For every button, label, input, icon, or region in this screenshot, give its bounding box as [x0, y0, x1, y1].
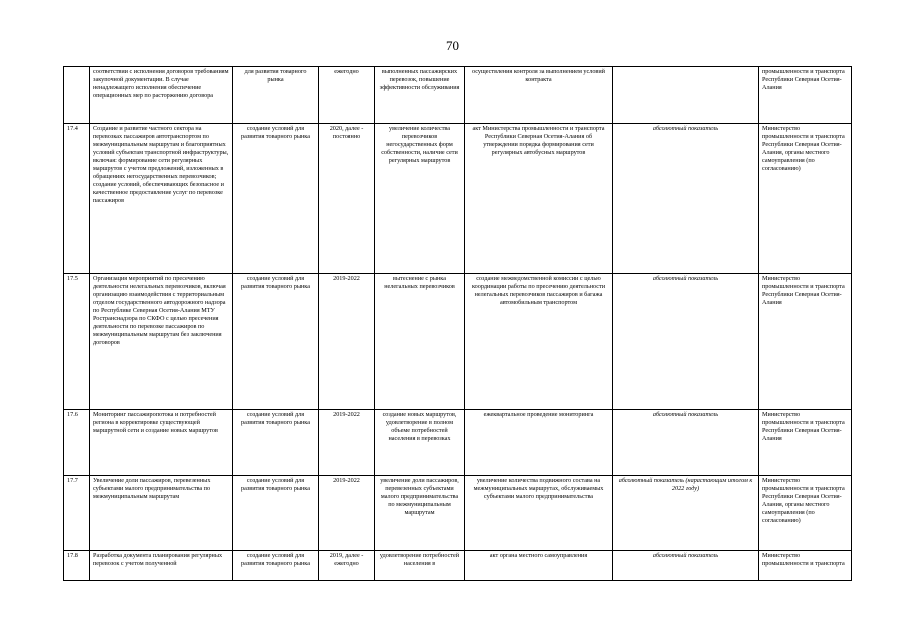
goal-cell: создание условий для развития товарного рынка: [233, 124, 319, 274]
goal-cell: для развития товарного рынка: [233, 67, 319, 124]
document-cell: ежеквартальное проведение мониторинга: [465, 410, 613, 476]
table-row: [64, 410, 852, 476]
goal-cell: создание условий для развития товарного рынка: [233, 410, 319, 476]
indicator-cell: абсолютный показатель: [613, 410, 759, 476]
row-number: [64, 67, 90, 124]
executor-cell: Министерство промышленности и транспорта Республики Северная Осетия-Алания, органы местного самоуправления (по согласованию): [759, 476, 852, 551]
indicator-cell: абсолютный показатель: [613, 274, 759, 410]
indicator-cell: абсолютный показатель: [613, 551, 759, 581]
table-row: [64, 67, 852, 124]
result-cell: удовлетворение потребностей населения в: [375, 551, 465, 581]
indicator-cell: [613, 67, 759, 124]
indicator-cell: абсолютный показатель (нарастающим итогом к 2022 году): [613, 476, 759, 551]
result-cell: выполненных пассажирских перевозок, повышение эффективности обслуживания: [375, 67, 465, 124]
measure-cell: Разработка документа планирования регулярных перевозок с учетом полученной: [90, 551, 233, 581]
row-number: 17.7: [64, 476, 90, 551]
executor-cell: Министерство промышленности и транспорта Республики Северная Осетия-Алания: [759, 410, 852, 476]
table-row: [64, 274, 852, 410]
document-cell: осуществления контроля за выполнением условий контракта: [465, 67, 613, 124]
measure-cell: соответствии с исполнения договоров требованиям закупочной документации. В случае ненадлежащего исполнения обеспечение операционных мер по расторжению договора: [90, 67, 233, 124]
executor-cell: Министерство промышленности и транспорта Республики Северная Осетия-Алания, органы местного самоуправления (по согласованию): [759, 124, 852, 274]
result-cell: создание новых маршрутов, удовлетворение в полном объеме потребностей населения в перевозках: [375, 410, 465, 476]
measures-table: [63, 66, 852, 581]
measure-cell: Мониторинг пассажиропотока и потребностей региона в корректировке существующей маршрутной сети и создание новых маршрутов: [90, 410, 233, 476]
document-cell: акт Министерства промышленности и транспорта Республики Северная Осетия-Алания об утверждении порядка формирования сети регулярных автобусных маршрутов: [465, 124, 613, 274]
term-cell: 2020, далее - постоянно: [319, 124, 375, 274]
term-cell: 2019-2022: [319, 476, 375, 551]
goal-cell: создание условий для развития товарного рынка: [233, 274, 319, 410]
table-row: [64, 124, 852, 274]
executor-cell: Министерство промышленности и транспорта: [759, 551, 852, 581]
term-cell: 2019-2022: [319, 410, 375, 476]
row-number: 17.8: [64, 551, 90, 581]
table-row: [64, 551, 852, 581]
executor-cell: Министерство промышленности и транспорта Республики Северная Осетия-Алания: [759, 274, 852, 410]
executor-cell: промышленности и транспорта Республики Северная Осетия-Алания: [759, 67, 852, 124]
document-cell: создание межведомственной комиссии с целью координации работы по пресечению деятельности нелегальных перевозчиков пассажиров и багажа автомобильным транспортом: [465, 274, 613, 410]
term-cell: ежегодно: [319, 67, 375, 124]
result-cell: увеличение доли пассажиров, перевезенных субъектами малого предпринимательства по межмуниципальным маршрутам: [375, 476, 465, 551]
indicator-cell: абсолютный показатель: [613, 124, 759, 274]
page-number: 70: [446, 38, 459, 53]
row-number: 17.6: [64, 410, 90, 476]
measure-cell: Увеличение доли пассажиров, перевезенных субъектами малого предпринимательства по межмуниципальным маршрутам: [90, 476, 233, 551]
term-cell: 2019, далее - ежегодно: [319, 551, 375, 581]
result-cell: вытеснение с рынка нелегальных перевозчиков: [375, 274, 465, 410]
result-cell: увеличение количества перевозчиков негосударственных форм собственности, наличие сети регулярных маршрутов: [375, 124, 465, 274]
measure-cell: Создание и развитие частного сектора на перевозках пассажиров автотранспортом по межмуниципальным маршрутам и благоприятных условий субъектам транспортной инфраструктуры, включая: формирование сети регулярных маршрутов с учетом предложений, изложенных в обращениях негосударственных перевозчиков; создание условий, обеспечивающих безопасное и качественное предоставление услуг по перевозке пассажиров: [90, 124, 233, 274]
goal-cell: создание условий для развития товарного рынка: [233, 476, 319, 551]
measure-cell: Организация мероприятий по пресечению деятельности нелегальных перевозчиков, включая организацию взаимодействия с территориальным отделом государственного автодорожного надзора по Республике Северная Осетия-Алания МТУ Ространснадзора по СКФО с целью пресечения деятельности по перевозке пассажиров по межмуниципальным маршрутам без заключения договоров: [90, 274, 233, 410]
row-number: 17.4: [64, 124, 90, 274]
document-cell: акт органа местного самоуправления: [465, 551, 613, 581]
goal-cell: создание условий для развития товарного рынка: [233, 551, 319, 581]
term-cell: 2019-2022: [319, 274, 375, 410]
table-row: [64, 476, 852, 551]
document-cell: увеличение количества подвижного состава на межмуниципальных маршрутах, обслуживаемых субъектами малого предпринимательства: [465, 476, 613, 551]
row-number: 17.5: [64, 274, 90, 410]
